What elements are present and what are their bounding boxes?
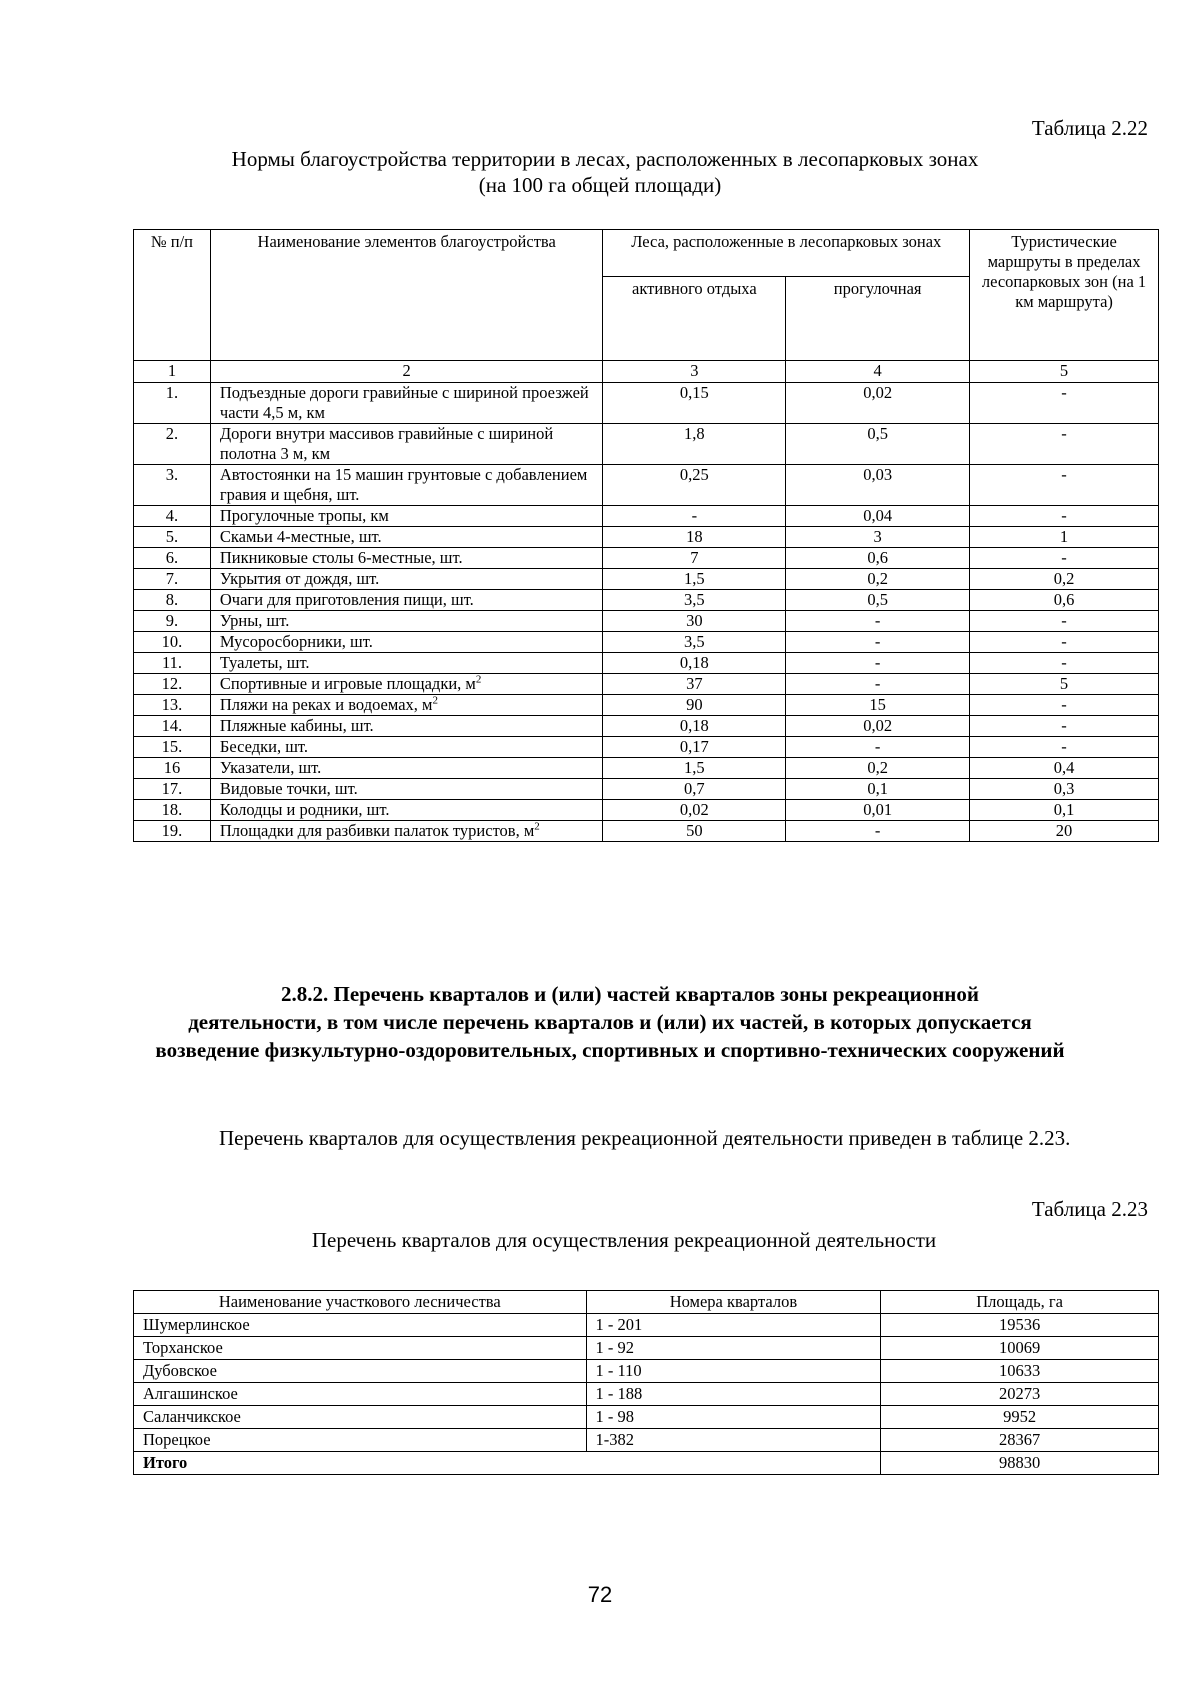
norms-table bbox=[133, 229, 1159, 842]
row-number: 2. bbox=[134, 424, 211, 465]
row-walking: 0,2 bbox=[786, 758, 970, 779]
row-tourist: 0,3 bbox=[970, 779, 1159, 800]
row-active: 1,8 bbox=[603, 424, 786, 465]
table-2-23-title: Перечень кварталов для осуществления рекреационной деятельности bbox=[311, 1228, 937, 1252]
row-number: 7. bbox=[134, 569, 211, 590]
row-active: 37 bbox=[603, 674, 786, 695]
row-name bbox=[210, 527, 603, 548]
row-area: 9952 bbox=[881, 1406, 1159, 1429]
row-name bbox=[210, 506, 603, 527]
unit-superscript: 2 bbox=[475, 673, 482, 686]
row-name bbox=[210, 737, 603, 758]
col-number: 4 bbox=[786, 361, 970, 383]
table-row bbox=[134, 424, 1159, 465]
row-number: 14. bbox=[134, 716, 211, 737]
row-name bbox=[210, 695, 603, 716]
row-name-text: Пляжные кабины, шт. bbox=[219, 716, 374, 735]
row-active: 3,5 bbox=[603, 632, 786, 653]
table-row bbox=[134, 800, 1159, 821]
row-name-text: Пляжи на реках и водоемах, м bbox=[219, 695, 433, 714]
row-name-text: Автостоянки на 15 машин грунтовые с добавлением гравия и щебня, шт. bbox=[219, 465, 588, 504]
page-number: 72 bbox=[587, 1582, 613, 1607]
row-name bbox=[210, 590, 603, 611]
row-name bbox=[210, 674, 603, 695]
table-row bbox=[134, 1360, 1159, 1383]
table-row bbox=[134, 1314, 1159, 1337]
row-number: 11. bbox=[134, 653, 211, 674]
row-name bbox=[210, 569, 603, 590]
header-forest-group: Леса, расположенные в лесопарковых зонах bbox=[603, 230, 970, 277]
row-active: 0,25 bbox=[603, 465, 786, 506]
row-walking: - bbox=[786, 653, 970, 674]
row-name bbox=[210, 821, 603, 842]
total-value: 98830 bbox=[881, 1452, 1159, 1475]
row-name-text: Видовые точки, шт. bbox=[219, 779, 358, 798]
row-number: 17. bbox=[134, 779, 211, 800]
row-active: 90 bbox=[603, 695, 786, 716]
row-number: 12. bbox=[134, 674, 211, 695]
table-2-22-title: Нормы благоустройства территории в лесах, расположенных в лесопарковых зонах bbox=[231, 147, 979, 171]
row-number: 18. bbox=[134, 800, 211, 821]
row-name-text: Укрытия от дождя, шт. bbox=[219, 569, 380, 588]
row-name-text: Прогулочные тропы, км bbox=[219, 506, 389, 525]
row-name-text: Очаги для приготовления пищи, шт. bbox=[219, 590, 474, 609]
row-name-text: Дороги внутри массивов гравийные с шириной полотна 3 м, км bbox=[219, 424, 554, 463]
quarters-table bbox=[133, 1290, 1159, 1475]
row-name bbox=[210, 779, 603, 800]
row-name-text: Туалеты, шт. bbox=[219, 653, 310, 672]
header-num: № п/п bbox=[134, 230, 211, 361]
row-tourist: 5 bbox=[970, 674, 1159, 695]
row-walking: 0,5 bbox=[786, 424, 970, 465]
row-name bbox=[210, 611, 603, 632]
row-quarters: 1-382 bbox=[586, 1429, 881, 1452]
row-name bbox=[210, 383, 603, 424]
table-row bbox=[134, 1337, 1159, 1360]
row-active: 7 bbox=[603, 548, 786, 569]
row-walking: 15 bbox=[786, 695, 970, 716]
col-number: 3 bbox=[603, 361, 786, 383]
row-area: 10633 bbox=[881, 1360, 1159, 1383]
section-heading-rest: деятельности, в том числе перечень кварталов и (или) их частей, в которых допускается возведение физкультурно-оздоровительных, спортивных и спортивно-технических сооружений bbox=[155, 1010, 1065, 1062]
row-number: 8. bbox=[134, 590, 211, 611]
table-2-22-label: Таблица 2.22 bbox=[1031, 116, 1148, 140]
row-number: 19. bbox=[134, 821, 211, 842]
row-walking: - bbox=[786, 611, 970, 632]
section-heading-line1: 2.8.2. Перечень кварталов и (или) частей кварталов зоны рекреационной bbox=[280, 982, 980, 1006]
row-forestry: Торханское bbox=[134, 1337, 587, 1360]
row-walking: - bbox=[786, 821, 970, 842]
row-active: 50 bbox=[603, 821, 786, 842]
row-name-text: Урны, шт. bbox=[219, 611, 290, 630]
row-number: 10. bbox=[134, 632, 211, 653]
row-active: - bbox=[603, 506, 786, 527]
row-tourist: - bbox=[970, 737, 1159, 758]
row-tourist: - bbox=[970, 632, 1159, 653]
row-tourist: 1 bbox=[970, 527, 1159, 548]
row-tourist: - bbox=[970, 424, 1159, 465]
row-active: 18 bbox=[603, 527, 786, 548]
row-number: 3. bbox=[134, 465, 211, 506]
row-forestry: Дубовское bbox=[134, 1360, 587, 1383]
row-name-text: Скамьи 4-местные, шт. bbox=[219, 527, 382, 546]
row-active: 0,02 bbox=[603, 800, 786, 821]
row-number: 15. bbox=[134, 737, 211, 758]
col-number: 1 bbox=[134, 361, 211, 383]
header-area: Площадь, га bbox=[881, 1291, 1159, 1314]
row-tourist: - bbox=[970, 611, 1159, 632]
row-name bbox=[210, 632, 603, 653]
row-name bbox=[210, 548, 603, 569]
row-name bbox=[210, 424, 603, 465]
row-tourist: - bbox=[970, 506, 1159, 527]
norms-body bbox=[134, 383, 1159, 842]
header-name: Наименование элементов благоустройства bbox=[210, 230, 603, 361]
row-tourist: - bbox=[970, 548, 1159, 569]
table-row bbox=[134, 1406, 1159, 1429]
row-walking: - bbox=[786, 674, 970, 695]
row-number: 16 bbox=[134, 758, 211, 779]
row-name bbox=[210, 716, 603, 737]
row-tourist: - bbox=[970, 383, 1159, 424]
table-row bbox=[134, 590, 1159, 611]
row-number: 4. bbox=[134, 506, 211, 527]
row-walking: 0,03 bbox=[786, 465, 970, 506]
row-walking: 0,5 bbox=[786, 590, 970, 611]
row-active: 30 bbox=[603, 611, 786, 632]
total-row bbox=[134, 1452, 1159, 1475]
row-walking: - bbox=[786, 632, 970, 653]
row-name bbox=[210, 800, 603, 821]
unit-superscript: 2 bbox=[534, 820, 540, 833]
row-active: 0,17 bbox=[603, 737, 786, 758]
row-name-text: Спортивные и игровые площадки, м bbox=[219, 674, 476, 693]
row-forestry: Саланчикское bbox=[134, 1406, 587, 1429]
table-row bbox=[134, 695, 1159, 716]
row-forestry: Шумерлинское bbox=[134, 1314, 587, 1337]
row-quarters: 1 - 201 bbox=[586, 1314, 881, 1337]
row-name-text: Мусоросборники, шт. bbox=[219, 632, 373, 651]
section-paragraph: Перечень кварталов для осуществления рекреационной деятельности приведен в таблице 2.23. bbox=[219, 1126, 1071, 1150]
table-row bbox=[134, 1383, 1159, 1406]
row-number: 6. bbox=[134, 548, 211, 569]
row-walking: 0,1 bbox=[786, 779, 970, 800]
table-2-22-subtitle: (на 100 га общей площади) bbox=[478, 173, 722, 197]
row-forestry: Алгашинское bbox=[134, 1383, 587, 1406]
table-row bbox=[134, 383, 1159, 424]
row-tourist: 0,1 bbox=[970, 800, 1159, 821]
row-quarters: 1 - 92 bbox=[586, 1337, 881, 1360]
row-number: 13. bbox=[134, 695, 211, 716]
row-name bbox=[210, 758, 603, 779]
table-2-23-label: Таблица 2.23 bbox=[1031, 1197, 1148, 1221]
table-row bbox=[134, 569, 1159, 590]
row-active: 0,7 bbox=[603, 779, 786, 800]
row-walking: 0,2 bbox=[786, 569, 970, 590]
row-tourist: 20 bbox=[970, 821, 1159, 842]
section-heading bbox=[150, 980, 1070, 1064]
table-row bbox=[134, 716, 1159, 737]
table-row bbox=[134, 821, 1159, 842]
row-name-text: Колодцы и родники, шт. bbox=[219, 800, 390, 819]
table-row bbox=[134, 465, 1159, 506]
row-area: 19536 bbox=[881, 1314, 1159, 1337]
total-label: Итого bbox=[134, 1452, 881, 1475]
row-active: 1,5 bbox=[603, 758, 786, 779]
row-quarters: 1 - 110 bbox=[586, 1360, 881, 1383]
row-name-text: Подъездные дороги гравийные с шириной проезжей части 4,5 м, км bbox=[219, 383, 589, 422]
quarters-body bbox=[134, 1314, 1159, 1452]
col-number: 5 bbox=[970, 361, 1159, 383]
row-tourist: - bbox=[970, 465, 1159, 506]
row-tourist: 0,2 bbox=[970, 569, 1159, 590]
header-active: активного отдыха bbox=[603, 277, 786, 361]
row-tourist: 0,4 bbox=[970, 758, 1159, 779]
row-name-text: Беседки, шт. bbox=[219, 737, 309, 756]
row-number: 5. bbox=[134, 527, 211, 548]
row-walking: 0,02 bbox=[786, 383, 970, 424]
row-walking: 3 bbox=[786, 527, 970, 548]
row-name bbox=[210, 465, 603, 506]
row-name-text: Площадки для разбивки палаток туристов, м bbox=[219, 821, 535, 840]
table-row bbox=[134, 653, 1159, 674]
table-row bbox=[134, 758, 1159, 779]
header-quarters: Номера кварталов bbox=[586, 1291, 881, 1314]
row-area: 20273 bbox=[881, 1383, 1159, 1406]
table-row bbox=[134, 632, 1159, 653]
table-row bbox=[134, 506, 1159, 527]
table-row bbox=[134, 779, 1159, 800]
row-active: 0,18 bbox=[603, 653, 786, 674]
row-active: 0,18 bbox=[603, 716, 786, 737]
table-row bbox=[134, 1429, 1159, 1452]
row-walking: 0,6 bbox=[786, 548, 970, 569]
row-active: 1,5 bbox=[603, 569, 786, 590]
unit-superscript: 2 bbox=[432, 694, 438, 707]
row-walking: - bbox=[786, 737, 970, 758]
row-walking: 0,04 bbox=[786, 506, 970, 527]
row-walking: 0,02 bbox=[786, 716, 970, 737]
header-walking: прогулочная bbox=[786, 277, 970, 361]
header-forestry: Наименование участкового лесничества bbox=[134, 1291, 587, 1314]
row-area: 10069 bbox=[881, 1337, 1159, 1360]
column-numbers-row bbox=[134, 361, 1159, 383]
row-active: 3,5 bbox=[603, 590, 786, 611]
col-number: 2 bbox=[210, 361, 603, 383]
table-row bbox=[134, 548, 1159, 569]
table-row bbox=[134, 737, 1159, 758]
row-area: 28367 bbox=[881, 1429, 1159, 1452]
table-row bbox=[134, 527, 1159, 548]
row-tourist: 0,6 bbox=[970, 590, 1159, 611]
row-name-text: Пикниковые столы 6-местные, шт. bbox=[219, 548, 463, 567]
row-tourist: - bbox=[970, 695, 1159, 716]
table-row bbox=[134, 611, 1159, 632]
row-tourist: - bbox=[970, 716, 1159, 737]
row-active: 0,15 bbox=[603, 383, 786, 424]
row-name bbox=[210, 653, 603, 674]
row-number: 9. bbox=[134, 611, 211, 632]
row-number: 1. bbox=[134, 383, 211, 424]
row-quarters: 1 - 188 bbox=[586, 1383, 881, 1406]
row-tourist: - bbox=[970, 653, 1159, 674]
row-forestry: Порецкое bbox=[134, 1429, 587, 1452]
row-name-text: Указатели, шт. bbox=[219, 758, 322, 777]
header-tourist: Туристические маршруты в пределах лесопарковых зон (на 1 км маршрута) bbox=[970, 230, 1159, 361]
row-quarters: 1 - 98 bbox=[586, 1406, 881, 1429]
table-row bbox=[134, 674, 1159, 695]
row-walking: 0,01 bbox=[786, 800, 970, 821]
